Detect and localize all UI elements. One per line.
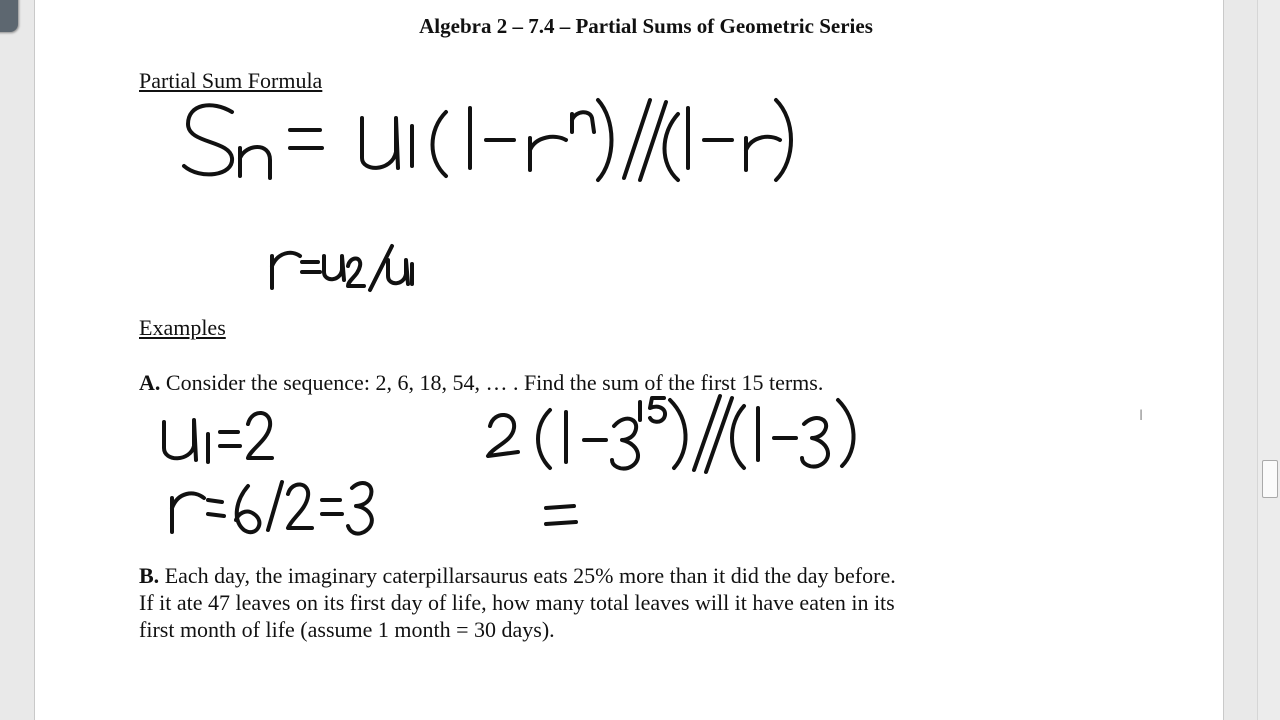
- example-b-label: B.: [139, 563, 160, 588]
- example-b-line-3: first month of life (assume 1 month = 30 days).: [139, 617, 555, 642]
- example-b-line-2: If it ate 47 leaves on its first day of life, how many total leaves will it have eaten in its: [139, 590, 895, 615]
- text-cursor-icon: I: [1139, 408, 1144, 424]
- vertical-scrollbar[interactable]: [1257, 0, 1280, 720]
- handwritten-formula: [184, 100, 791, 180]
- partial-sum-heading: Partial Sum Formula: [139, 68, 323, 93]
- scrollbar-thumb[interactable]: [1262, 460, 1278, 498]
- handwritten-equals: [546, 506, 576, 524]
- handwritten-first-term: [164, 413, 272, 462]
- example-a-text: Consider the sequence: 2, 6, 18, 54, … . Find the sum of the first 15 terms.: [160, 370, 824, 395]
- handwritten-work: [488, 396, 854, 472]
- example-a-label: A.: [139, 370, 161, 395]
- example-b-text-1: Each day, the imaginary caterpillarsaurus eats 25% more than it did the day before.: [159, 563, 896, 588]
- handwritten-ratio: [272, 246, 412, 290]
- examples-heading: Examples: [139, 315, 226, 340]
- document-title: Algebra 2 – 7.4 – Partial Sums of Geometric Series: [419, 14, 873, 38]
- handwritten-ratio-value: [172, 482, 372, 534]
